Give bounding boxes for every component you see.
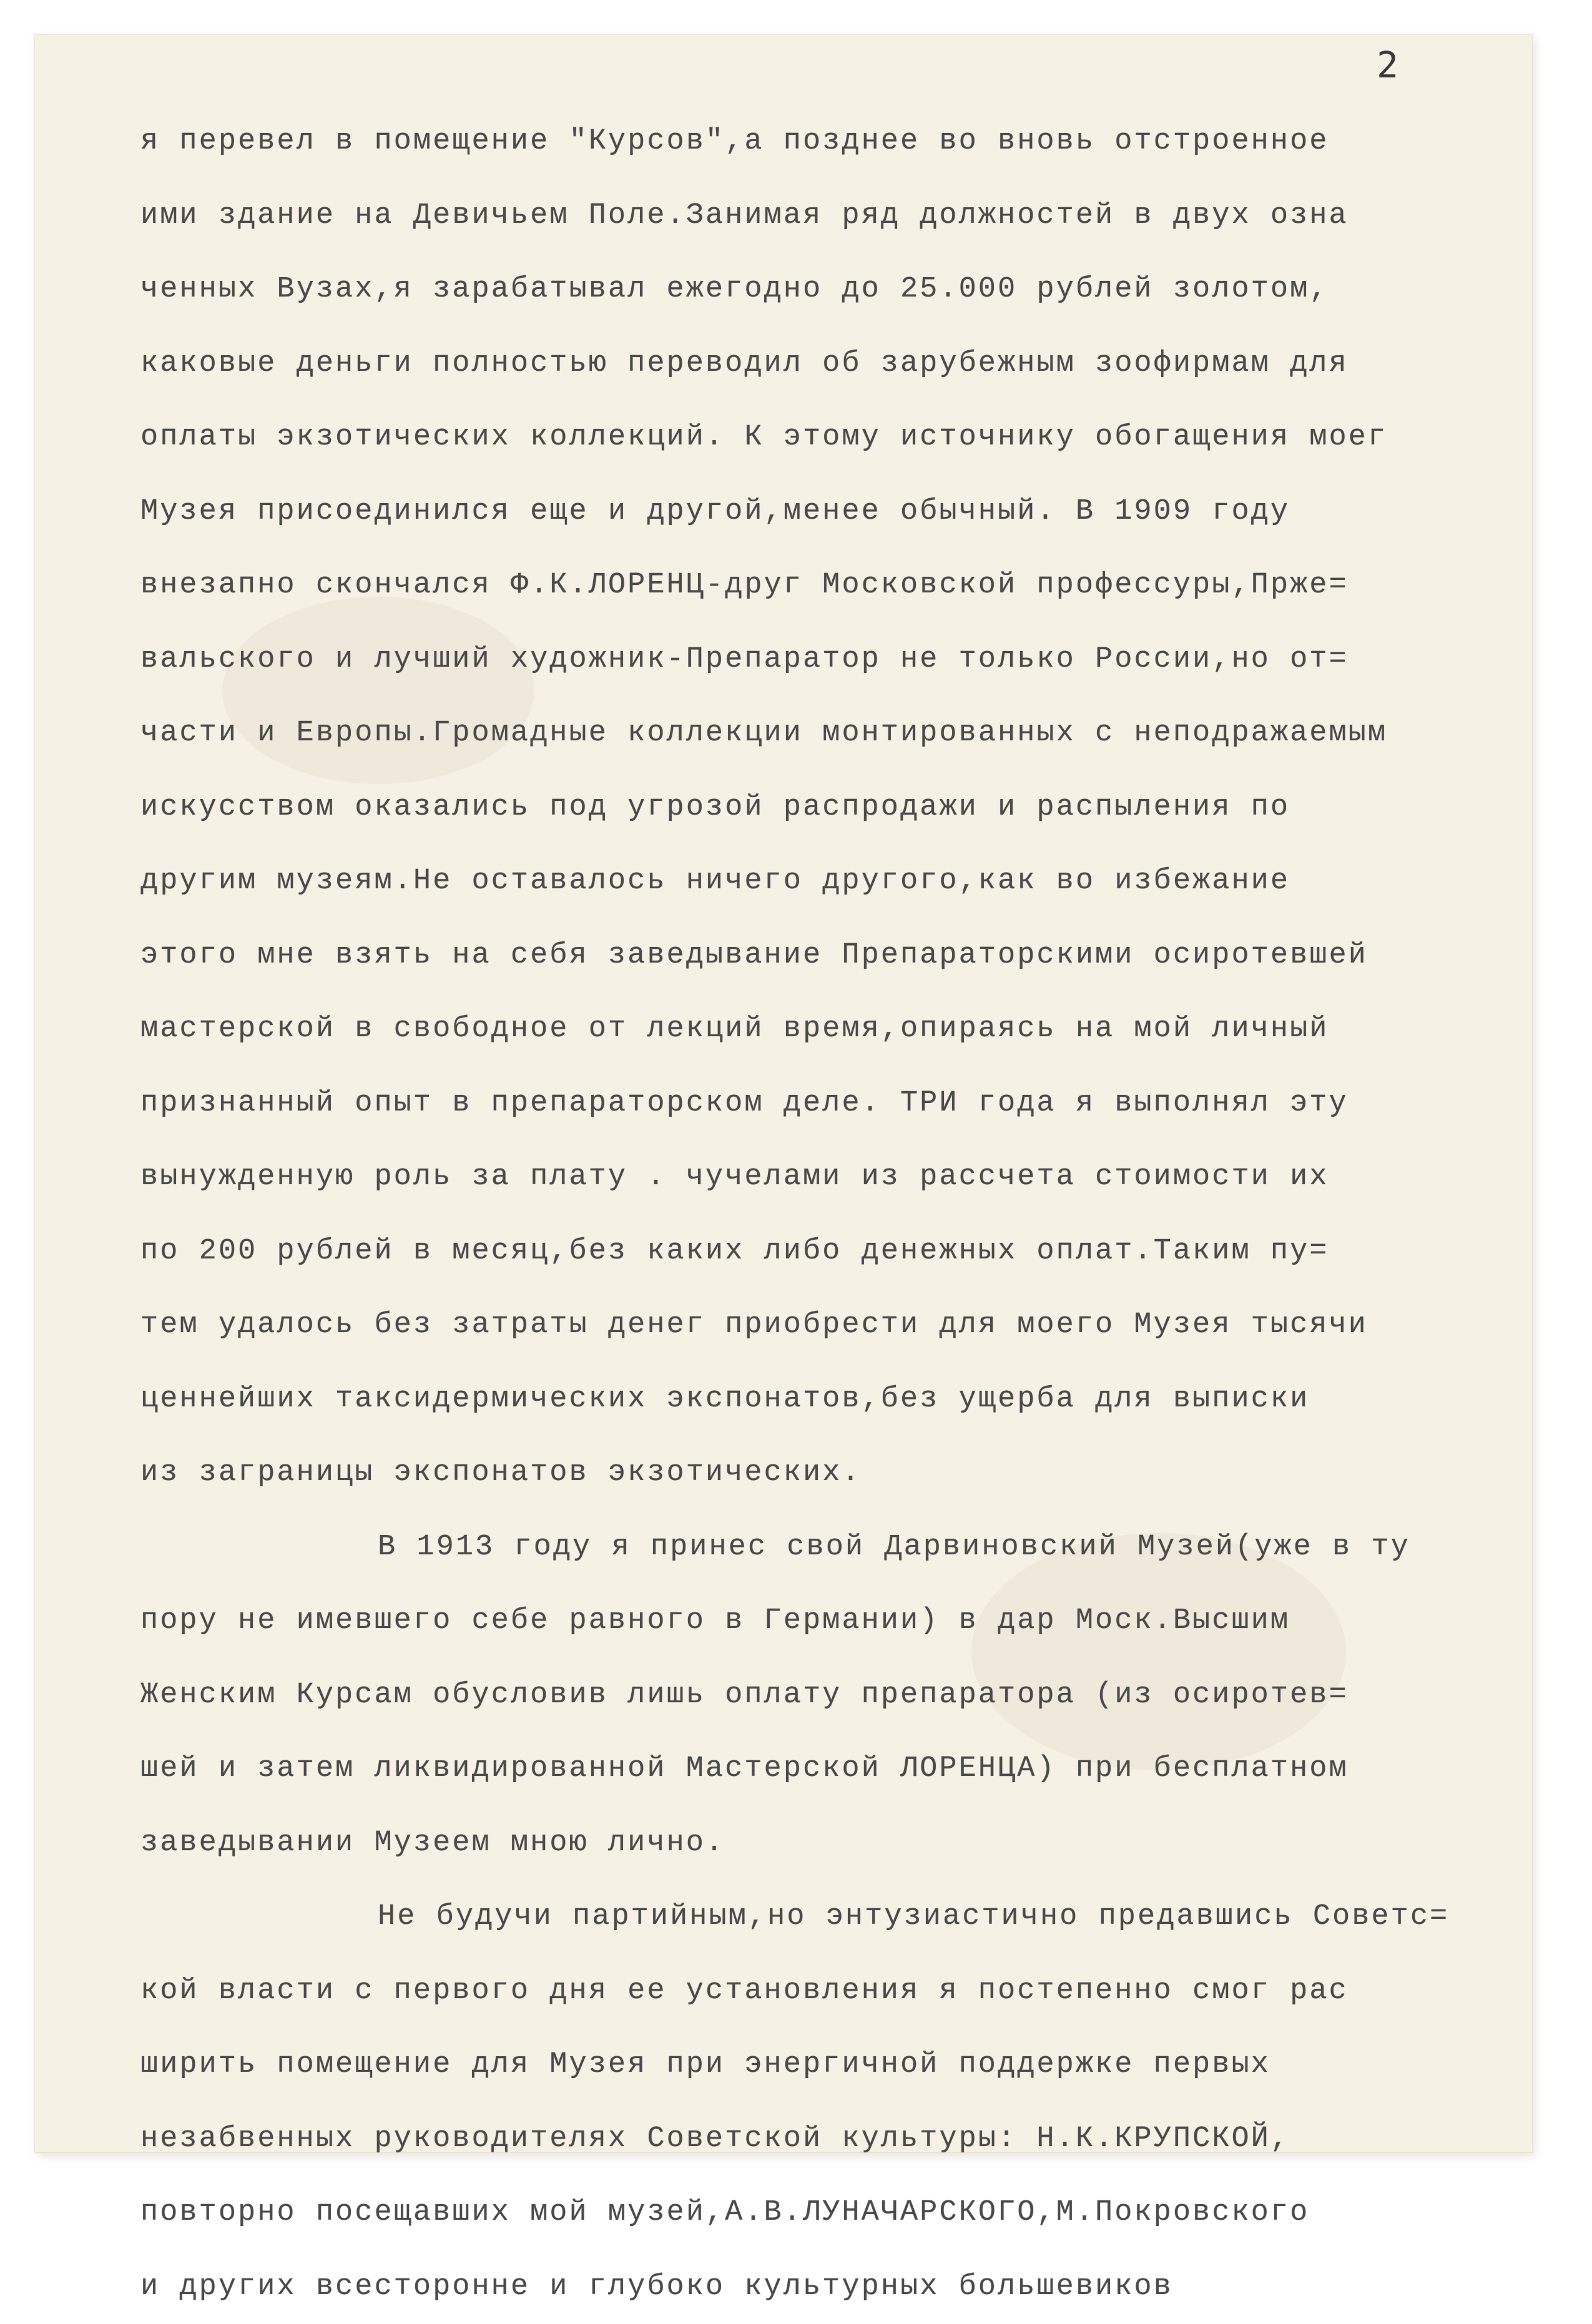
text-line: внезапно скончался Ф.К.ЛОРЕНЦ-друг Московской профессуры,Прже=: [140, 549, 1514, 623]
text-line: вынужденную роль за плату . чучелами из рассчета стоимости их: [140, 1140, 1514, 1215]
text-line: оплаты экзотических коллекций. К этому источнику обогащения моег: [140, 401, 1514, 475]
text-line: Музея присоединился еще и другой,менее обычный. В 1909 году: [140, 475, 1514, 549]
text-line: ченных Вузах,я зарабатывал ежегодно до 25.000 рублей золотом,: [140, 253, 1514, 327]
text-line: и других всесторонне и глубоко культурных большевиков: [140, 2250, 1514, 2324]
paragraph-start-line: В 1913 году я принес свой Дарвиновский Музей(уже в ту: [140, 1511, 1514, 1585]
text-line: вальского и лучший художник-Препаратор не только России,но от=: [140, 623, 1514, 697]
paragraph-start-line: Не будучи партийным,но энтузиастично предавшись Советс=: [140, 1880, 1514, 1954]
text-line: ими здание на Девичьем Поле.Занимая ряд должностей в двух озна: [140, 179, 1514, 253]
text-line: шей и затем ликвидированной Мастерской ЛОРЕНЦА) при бесплатном: [140, 1732, 1514, 1807]
text-line: по 200 рублей в месяц,без каких либо денежных оплат.Таким пу=: [140, 1215, 1514, 1289]
text-line: искусством оказались под угрозой распродажи и распыления по: [140, 771, 1514, 845]
text-line: Женским Курсам обусловив лишь оплату препаратора (из осиротев=: [140, 1659, 1514, 1733]
text-line: из заграницы экспонатов экзотических.: [140, 1436, 1514, 1511]
text-line: мастерской в свободное от лекций время,опираясь на мой личный: [140, 993, 1514, 1067]
text-line: кой власти с первого дня ее установления я постепенно смог рас: [140, 1954, 1514, 2029]
text-line: повторно посещавших мой музей,А.В.ЛУНАЧАРСКОГО,М.Покровского: [140, 2176, 1514, 2250]
typewritten-text: [140, 105, 1514, 2324]
text-line: части и Европы.Громадные коллекции монтированных с неподражаемым: [140, 697, 1514, 771]
text-line: этого мне взять на себя заведывание Препараторскими осиротевшей: [140, 919, 1514, 993]
text-line: каковые деньги полностью переводил об зарубежным зоофирмам для: [140, 327, 1514, 401]
text-line: другим музеям.Не оставалось ничего другого,как во избежание: [140, 845, 1514, 919]
text-line: я перевел в помещение "Курсов",а позднее во вновь отстроенное: [140, 105, 1514, 179]
page-number: 2: [1377, 44, 1398, 86]
text-line: незабвенных руководителях Советской культуры: Н.К.КРУПСКОЙ,: [140, 2102, 1514, 2177]
text-line: ширить помещение для Музея при энергичной поддержке первых: [140, 2028, 1514, 2102]
text-line: признанный опыт в препараторском деле. ТРИ года я выполнял эту: [140, 1067, 1514, 1141]
text-line: ценнейших таксидермических экспонатов,без ущерба для выписки: [140, 1363, 1514, 1437]
text-line: тем удалось без затраты денег приобрести для моего Музея тысячи: [140, 1288, 1514, 1363]
text-line: заведывании Музеем мною лично.: [140, 1807, 1514, 1881]
text-line: пору не имевшего себе равного в Германии) в дар Моск.Высшим: [140, 1584, 1514, 1659]
